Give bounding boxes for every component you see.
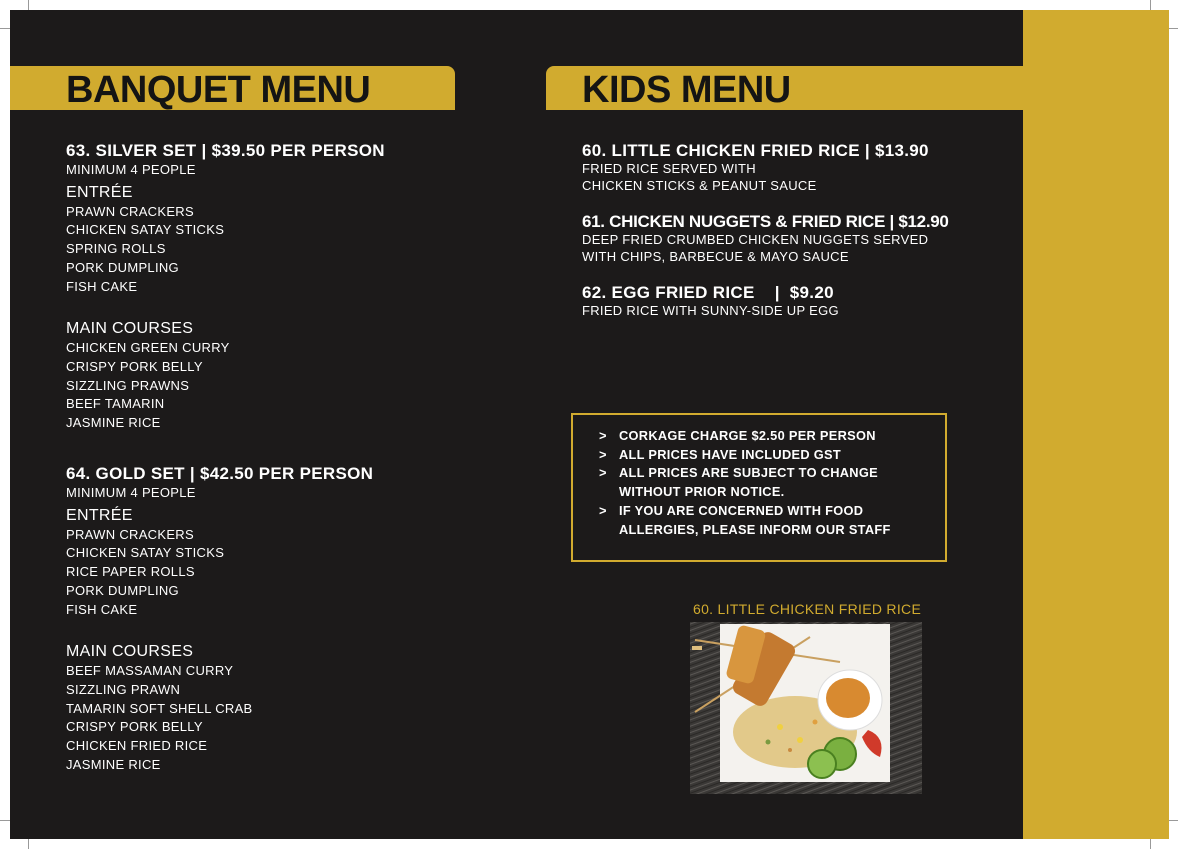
banquet-column-gold — [66, 464, 373, 774]
notice-text: ALL PRICES ARE SUBJECT TO CHANGE WITHOUT PRIOR NOTICE. — [619, 465, 878, 500]
banquet-column — [66, 141, 385, 433]
kids-title: KIDS MENU — [582, 69, 791, 111]
menu-item: CHICKEN FRIED RICE — [66, 738, 208, 754]
menu-item: TAMARIN SOFT SHELL CRAB — [66, 700, 253, 716]
menu-item: PORK DUMPLING — [66, 582, 179, 598]
notice-text: ALL PRICES HAVE INCLUDED GST — [619, 446, 841, 462]
kids-item-desc: CHICKEN STICKS & PEANUT SAUCE — [582, 177, 817, 193]
menu-item: PRAWN CRACKERS — [66, 526, 194, 542]
menu-item: BEEF MASSAMAN CURRY — [66, 663, 234, 679]
kids-item-title: 62. EGG FRIED RICE | $9.20 — [582, 283, 834, 302]
menu-item: RICE PAPER ROLLS — [66, 564, 195, 580]
gold-set — [66, 464, 373, 774]
mains-heading: MAIN COURSES — [66, 643, 194, 661]
photo-caption: 60. LITTLE CHICKEN FRIED RICE — [693, 601, 922, 617]
notice-item — [599, 427, 891, 446]
dish-photo — [690, 622, 922, 794]
menu-item: CRISPY PORK BELLY — [66, 358, 203, 374]
menu-item: SIZZLING PRAWNS — [66, 377, 190, 393]
gold-side-strip — [1023, 10, 1169, 839]
dish-photo-illustration — [690, 622, 922, 794]
notice-item — [599, 464, 891, 501]
kids-item-title: 61. CHICKEN NUGGETS & FRIED RICE | $12.90 — [582, 212, 949, 231]
notice-text: IF YOU ARE CONCERNED WITH FOOD ALLERGIES, PLEASE INFORM OUR STAFF — [619, 502, 891, 537]
menu-item: CHICKEN SATAY STICKS — [66, 222, 225, 238]
entree-heading: ENTRÉE — [66, 183, 133, 201]
notice-text: CORKAGE CHARGE $2.50 PER PERSON — [619, 428, 876, 443]
kids-item-desc: WITH CHIPS, BARBECUE & MAYO SAUCE — [582, 248, 849, 264]
kids-item-desc: DEEP FRIED CRUMBED CHICKEN NUGGETS SERVED — [582, 232, 929, 247]
set-minimum: MINIMUM 4 PEOPLE — [66, 485, 196, 500]
bullet-arrow: > — [599, 465, 607, 481]
notice-box — [571, 413, 947, 562]
bullet-arrow: > — [599, 428, 607, 443]
menu-item: FISH CAKE — [66, 278, 138, 294]
silver-set — [66, 141, 385, 433]
set-title: 63. SILVER SET | $39.50 PER PERSON — [66, 141, 385, 160]
kids-item — [582, 141, 949, 194]
notice-item — [599, 446, 891, 465]
menu-item: BEEF TAMARIN — [66, 396, 165, 412]
menu-item: FISH CAKE — [66, 601, 138, 617]
entree-heading: ENTRÉE — [66, 506, 133, 524]
kids-item — [582, 212, 949, 265]
kids-column — [582, 141, 949, 338]
menu-item: JASMINE RICE — [66, 756, 161, 772]
menu-item: CRISPY PORK BELLY — [66, 719, 203, 735]
kids-item-desc: FRIED RICE WITH SUNNY-SIDE UP EGG — [582, 303, 839, 318]
menu-item: CHICKEN SATAY STICKS — [66, 545, 225, 561]
menu-item: SIZZLING PRAWN — [66, 681, 181, 697]
menu-item: PRAWN CRACKERS — [66, 203, 194, 219]
set-title: 64. GOLD SET | $42.50 PER PERSON — [66, 464, 374, 483]
menu-item: JASMINE RICE — [66, 415, 161, 431]
menu-item: PORK DUMPLING — [66, 259, 179, 275]
menu-item: CHICKEN GREEN CURRY — [66, 340, 230, 356]
bullet-arrow: > — [599, 446, 607, 462]
kids-item-title: 60. LITTLE CHICKEN FRIED RICE | $13.90 — [582, 141, 929, 160]
notice-item — [599, 502, 891, 539]
kids-item — [582, 283, 949, 320]
menu-item: SPRING ROLLS — [66, 241, 166, 257]
kids-item-desc: FRIED RICE SERVED WITH — [582, 161, 756, 176]
bullet-arrow: > — [599, 502, 607, 518]
mains-heading: MAIN COURSES — [66, 320, 194, 338]
set-minimum: MINIMUM 4 PEOPLE — [66, 162, 196, 177]
banquet-title: BANQUET MENU — [66, 69, 371, 111]
